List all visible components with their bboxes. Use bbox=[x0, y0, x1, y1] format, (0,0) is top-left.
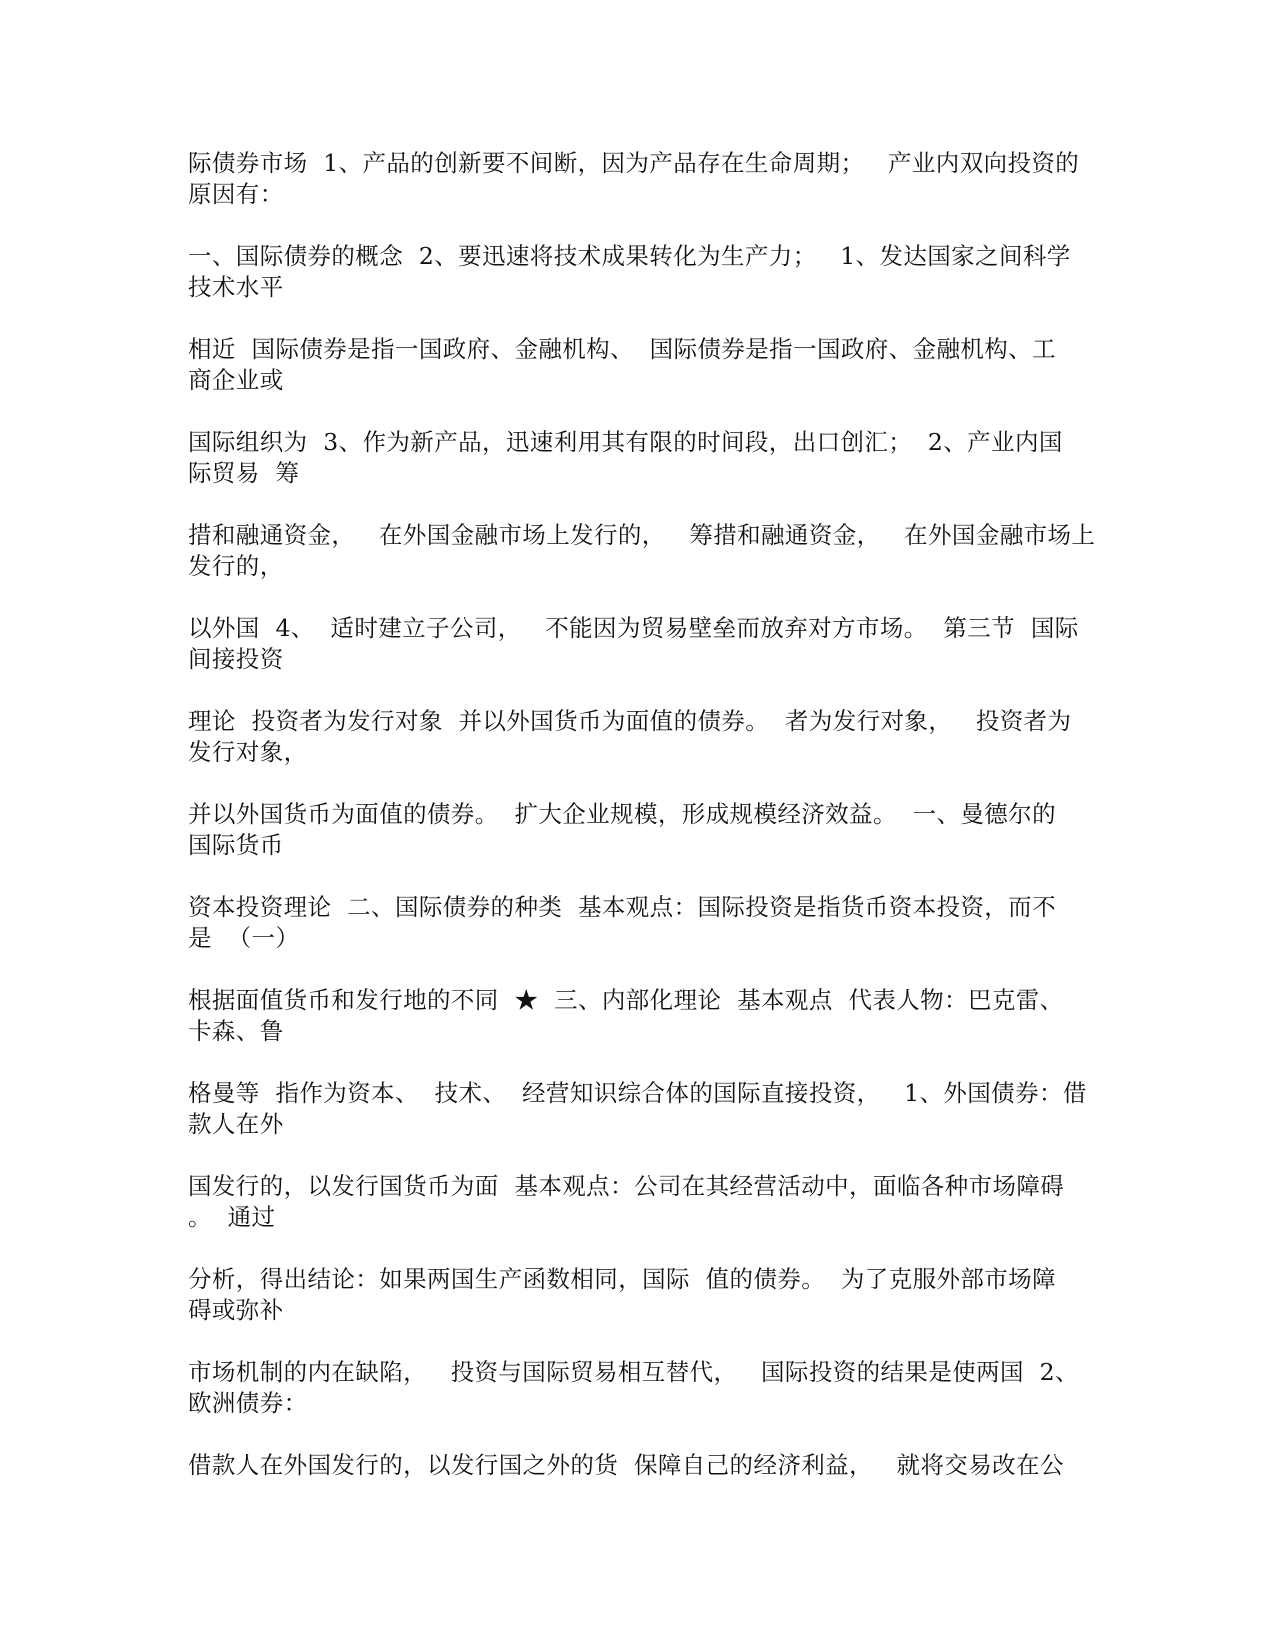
text-line: 是 （一） bbox=[188, 924, 300, 952]
paragraph bbox=[188, 427, 1100, 489]
text-line: 际债券市场 1、产品的创新要不间断，因为产品存在生命周期； 产业内双向投资的 bbox=[188, 149, 1080, 177]
text-line: 资本投资理论 二、国际债券的种类 基本观点：国际投资是指货币资本投资，而不 bbox=[188, 893, 1056, 921]
text-line: 款人在外 bbox=[188, 1110, 284, 1138]
text-line: 并以外国货币为面值的债券。 扩大企业规模，形成规模经济效益。 一、曼德尔的 bbox=[188, 800, 1056, 828]
paragraph bbox=[188, 892, 1100, 954]
paragraph bbox=[188, 799, 1100, 861]
paragraph bbox=[188, 1264, 1100, 1326]
text-line: 一、国际债券的概念 2、要迅速将技术成果转化为生产力； 1、发达国家之间科学 bbox=[188, 242, 1071, 270]
paragraph bbox=[188, 985, 1100, 1047]
text-line: 发行对象， bbox=[188, 738, 308, 766]
text-line: 国际组织为 3、作为新产品，迅速利用其有限的时间段，出口创汇； 2、产业内国 bbox=[188, 428, 1063, 456]
text-line: 措和融通资金， 在外国金融市场上发行的， 筹措和融通资金， 在外国金融市场上 bbox=[188, 521, 1096, 549]
text-line: 间接投资 bbox=[188, 645, 284, 673]
paragraph bbox=[188, 241, 1100, 303]
text-line: 际贸易 筹 bbox=[188, 459, 300, 487]
text-line: 借款人在外国发行的，以发行国之外的货 保障自己的经济利益， 就将交易改在公 bbox=[188, 1451, 1064, 1479]
text-line: 卡森、鲁 bbox=[188, 1017, 284, 1045]
paragraph bbox=[188, 1357, 1100, 1419]
text-line: 以外国 4、 适时建立子公司， 不能因为贸易壁垒而放弃对方市场。 第三节 国际 bbox=[188, 614, 1079, 642]
paragraph bbox=[188, 1450, 1100, 1481]
text-line: 国际货币 bbox=[188, 831, 284, 859]
text-line: 。 通过 bbox=[188, 1203, 276, 1231]
text-line: 市场机制的内在缺陷， 投资与国际贸易相互替代， 国际投资的结果是使两国 2、 bbox=[188, 1358, 1079, 1386]
paragraph bbox=[188, 613, 1100, 675]
text-line: 欧洲债券： bbox=[188, 1389, 308, 1417]
paragraph bbox=[188, 520, 1100, 582]
body-text bbox=[188, 148, 1100, 1512]
paragraph bbox=[188, 706, 1100, 768]
text-line: 分析，得出结论：如果两国生产函数相同，国际 值的债券。 为了克服外部市场障 bbox=[188, 1265, 1056, 1293]
paragraph bbox=[188, 334, 1100, 396]
text-line: 发行的， bbox=[188, 552, 284, 580]
text-line: 碍或弥补 bbox=[188, 1296, 284, 1324]
text-line: 国发行的，以发行国货币为面 基本观点：公司在其经营活动中，面临各种市场障碍 bbox=[188, 1172, 1065, 1200]
paragraph bbox=[188, 1078, 1100, 1140]
paragraph bbox=[188, 148, 1100, 210]
text-line: 技术水平 bbox=[188, 273, 284, 301]
text-line: 商企业或 bbox=[188, 366, 284, 394]
text-line: 原因有： bbox=[188, 180, 284, 208]
text-line: 格曼等 指作为资本、 技术、 经营知识综合体的国际直接投资， 1、外国债券：借 bbox=[188, 1079, 1087, 1107]
text-line: 相近 国际债券是指一国政府、金融机构、 国际债券是指一国政府、金融机构、工 bbox=[188, 335, 1056, 363]
paragraph bbox=[188, 1171, 1100, 1233]
text-line: 根据面值货币和发行地的不同 ★ 三、内部化理论 基本观点 代表人物：巴克雷、 bbox=[188, 986, 1064, 1014]
text-line: 理论 投资者为发行对象 并以外国货币为面值的债券。 者为发行对象， 投资者为 bbox=[188, 707, 1072, 735]
